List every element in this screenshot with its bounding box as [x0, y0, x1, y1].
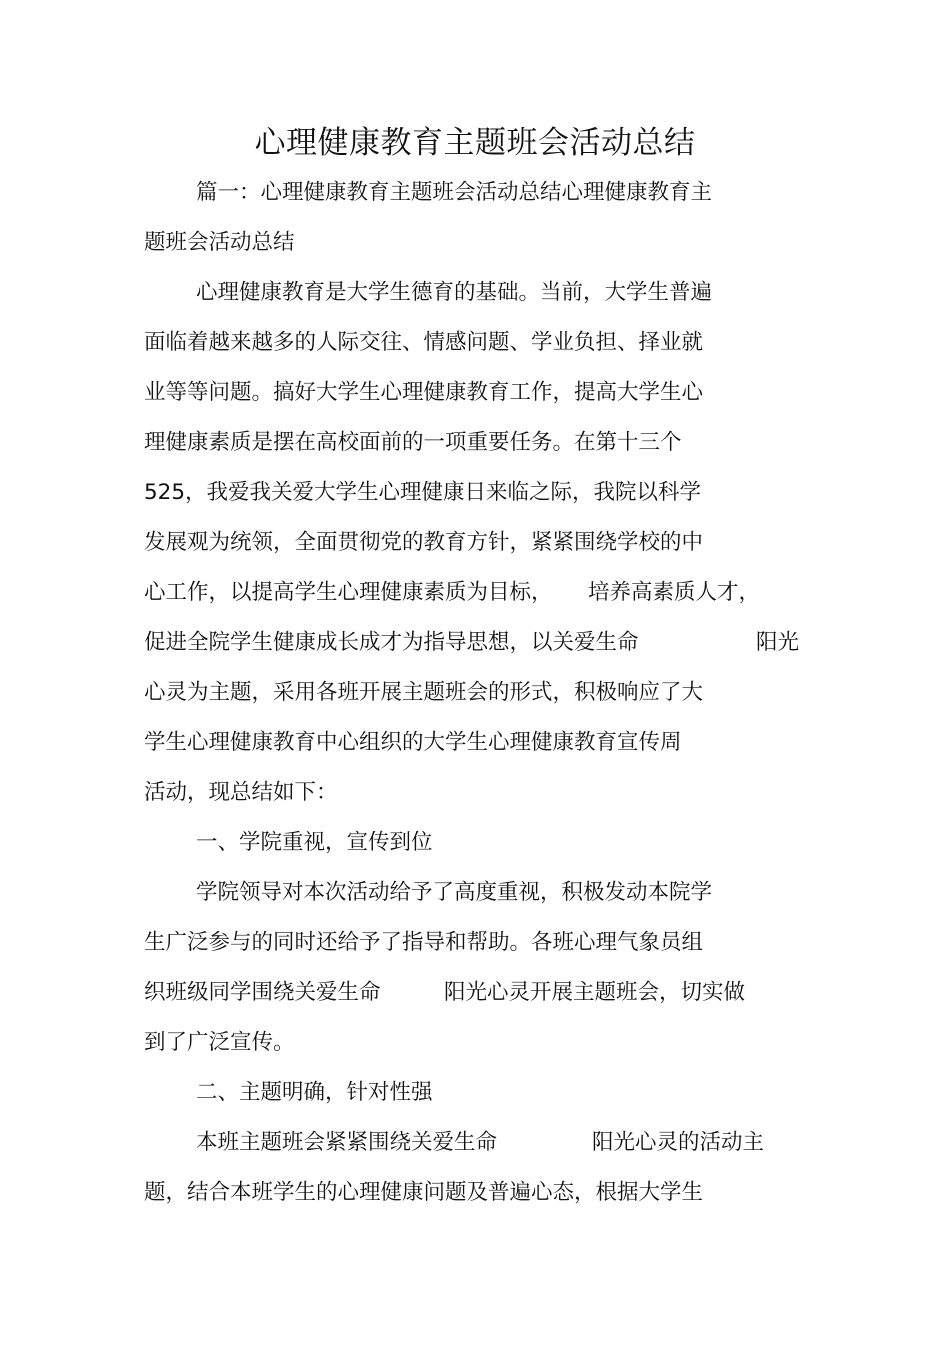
- paragraph-line: 学生心理健康教育中心组织的大学生心理健康教育宣传周: [144, 730, 682, 755]
- paragraph-line: 学院领导对本次活动给予了高度重视，积极发动本院学: [196, 880, 713, 905]
- paragraph-line: 本班主题班会紧紧围绕关爱生命: [196, 1130, 498, 1155]
- paragraph-line: 活动，现总结如下：: [144, 780, 338, 805]
- paragraph-line-fragment: 阳光: [756, 630, 800, 655]
- paragraph-line: 促进全院学生健康成长成才为指导思想，以关爱生命: [144, 630, 639, 655]
- paragraph-line: 到了广泛宣传。: [144, 1030, 295, 1055]
- document-title: 心理健康教育主题班会活动总结: [254, 125, 696, 161]
- section-heading: 一、学院重视，宣传到位: [196, 830, 433, 855]
- paragraph-line: 生广泛参与的同时还给予了指导和帮助。各班心理气象员组: [144, 930, 704, 955]
- paragraph-line: 发展观为统领，全面贯彻党的教育方针，紧紧围绕学校的中: [144, 530, 704, 555]
- paragraph-line: 题，结合本班学生的心理健康问题及普遍心态，根据大学生: [144, 1180, 704, 1205]
- paragraph-line-fragment: 阳光心灵开展主题班会，切实做: [444, 980, 746, 1005]
- paragraph-line: 业等等问题。搞好大学生心理健康教育工作，提高大学生心: [144, 380, 704, 405]
- section-heading: 二、主题明确，针对性强: [196, 1080, 433, 1105]
- paragraph-line: 题班会活动总结: [144, 230, 295, 255]
- paragraph-line: 面临着越来越多的人际交往、情感问题、学业负担、择业就: [144, 330, 704, 355]
- paragraph-line: 心灵为主题，采用各班开展主题班会的形式，积极响应了大: [144, 680, 704, 705]
- paragraph-line: 525，我爱我关爱大学生心理健康日来临之际，我院以科学: [144, 480, 702, 505]
- paragraph-line-fragment: 阳光心灵的活动主: [592, 1130, 765, 1155]
- paragraph-line: 心工作，以提高学生心理健康素质为目标，: [144, 580, 553, 605]
- paragraph-line: 理健康素质是摆在高校面前的一项重要任务。在第十三个: [144, 430, 682, 455]
- paragraph-line: 心理健康教育是大学生德育的基础。当前，大学生普遍: [196, 280, 713, 305]
- paragraph-line-fragment: 培养高素质人才，: [588, 580, 761, 605]
- paragraph-line: 织班级同学围绕关爱生命: [144, 980, 381, 1005]
- paragraph-line: 篇一：心理健康教育主题班会活动总结心理健康教育主: [196, 180, 713, 205]
